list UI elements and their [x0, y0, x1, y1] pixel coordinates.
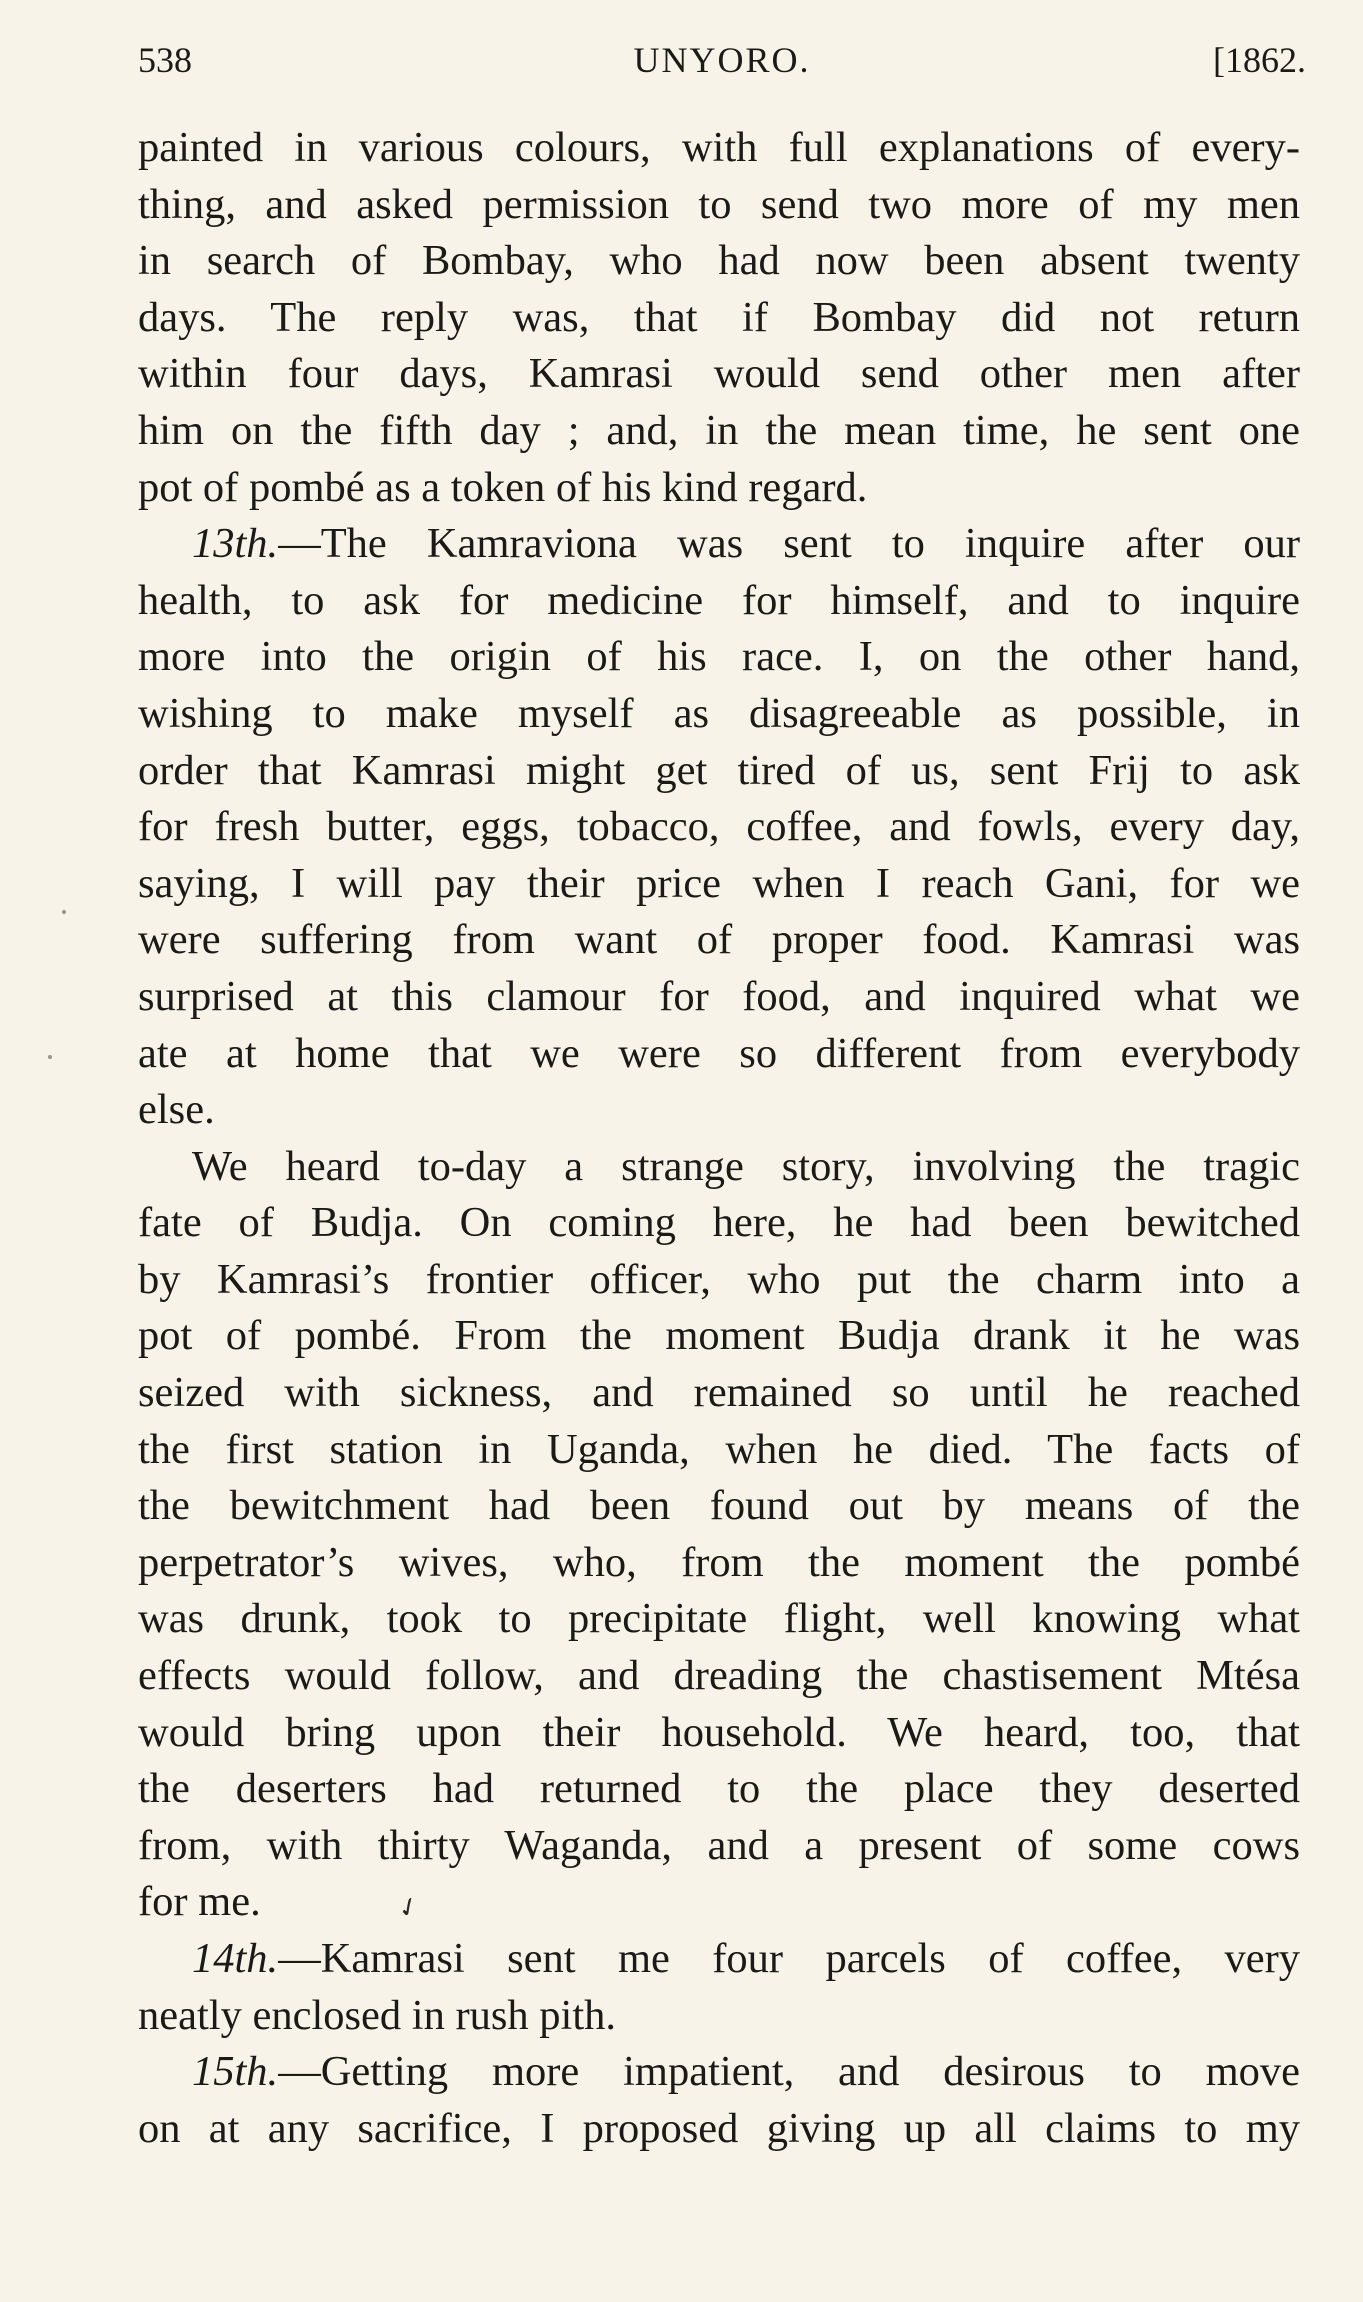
- text-line: wishing to make myself as disagreeable as possible, in: [138, 689, 1300, 737]
- text-line: pot of pombé as a token of his kind regard.: [138, 463, 868, 511]
- paper-speck: [48, 1055, 52, 1059]
- text-line: more into the origin of his race. I, on the other hand,: [138, 633, 1300, 681]
- text-line: for fresh butter, eggs, tobacco, coffee, and fowls, every day,: [138, 803, 1300, 851]
- pencil-tick-mark: ✓: [392, 1889, 425, 1926]
- text-line: the first station in Uganda, when he died. The facts of: [138, 1425, 1300, 1473]
- running-head: [138, 38, 1306, 82]
- date-label: 14th.: [192, 1935, 279, 1982]
- text-line: ate at home that we were so different from everybody: [138, 1029, 1300, 1077]
- text-line: else.: [138, 1086, 215, 1134]
- text-line: the deserters had returned to the place they deserted: [138, 1765, 1300, 1813]
- text-line: health, to ask for medicine for himself, and to inquire: [138, 576, 1300, 624]
- running-year: [1862.: [1213, 40, 1306, 80]
- text-line: —Getting more impatient, and desirous to move: [278, 2048, 1300, 2096]
- paper-speck: [62, 910, 66, 914]
- text-line: the bewitchment had been found out by means of the: [138, 1482, 1300, 1530]
- text-line: within four days, Kamrasi would send other men after: [138, 350, 1300, 398]
- text-line: would bring upon their household. We heard, too, that: [138, 1708, 1300, 1756]
- text-line: —Kamrasi sent me four parcels of coffee, very: [278, 1935, 1300, 1982]
- page-number: 538: [138, 40, 192, 80]
- text-line: pot of pombé. From the moment Budja drank it he was: [138, 1312, 1300, 1360]
- entry-15th: [138, 2044, 1300, 2101]
- text-line: effects would follow, and dreading the chastisement Mtésa: [138, 1652, 1300, 1700]
- text-line: from, with thirty Waganda, and a present of some cows: [138, 1821, 1300, 1869]
- text-line: saying, I will pay their price when I reach Gani, for we: [138, 859, 1300, 907]
- date-label: 15th.: [192, 2048, 279, 2096]
- text-line: on at any sacrifice, I proposed giving up all claims to my: [138, 2104, 1300, 2152]
- text-line: surprised at this clamour for food, and inquired what we: [138, 972, 1300, 1020]
- text-line: fate of Budja. On coming here, he had been bewitched: [138, 1199, 1300, 1247]
- body-text: [138, 120, 1300, 2157]
- text-line: We heard to-day a strange story, involving the tragic: [192, 1142, 1300, 1190]
- running-title: UNYORO.: [633, 40, 811, 80]
- text-line: were suffering from want of proper food. Kamrasi was: [138, 916, 1300, 964]
- text-line: by Kamrasi’s frontier officer, who put the charm into a: [138, 1255, 1300, 1303]
- text-line: seized with sickness, and remained so until he reached: [138, 1369, 1300, 1417]
- text-line: perpetrator’s wives, who, from the moment the pombé: [138, 1538, 1300, 1586]
- text-line: days. The reply was, that if Bombay did not return: [138, 293, 1300, 341]
- text-line: order that Kamrasi might get tired of us, sent Frij to ask: [138, 746, 1300, 794]
- entry-14th: [138, 1931, 1300, 1988]
- entry-13th: [138, 516, 1300, 573]
- text-line: neatly enclosed in rush pith.: [138, 1991, 617, 2039]
- text-line: thing, and asked permission to send two more of my men: [138, 180, 1300, 228]
- date-label: 13th.: [192, 520, 279, 568]
- text-line: him on the fifth day ; and, in the mean time, he sent one: [138, 406, 1300, 454]
- text-line: was drunk, took to precipitate flight, well knowing what: [138, 1595, 1300, 1643]
- text-line: painted in various colours, with full explanations of every-: [138, 124, 1300, 171]
- text-line: —The Kamraviona was sent to inquire after our: [278, 520, 1300, 568]
- text-line: for me.: [138, 1878, 261, 1926]
- text-line: in search of Bombay, who had now been absent twenty: [138, 237, 1300, 285]
